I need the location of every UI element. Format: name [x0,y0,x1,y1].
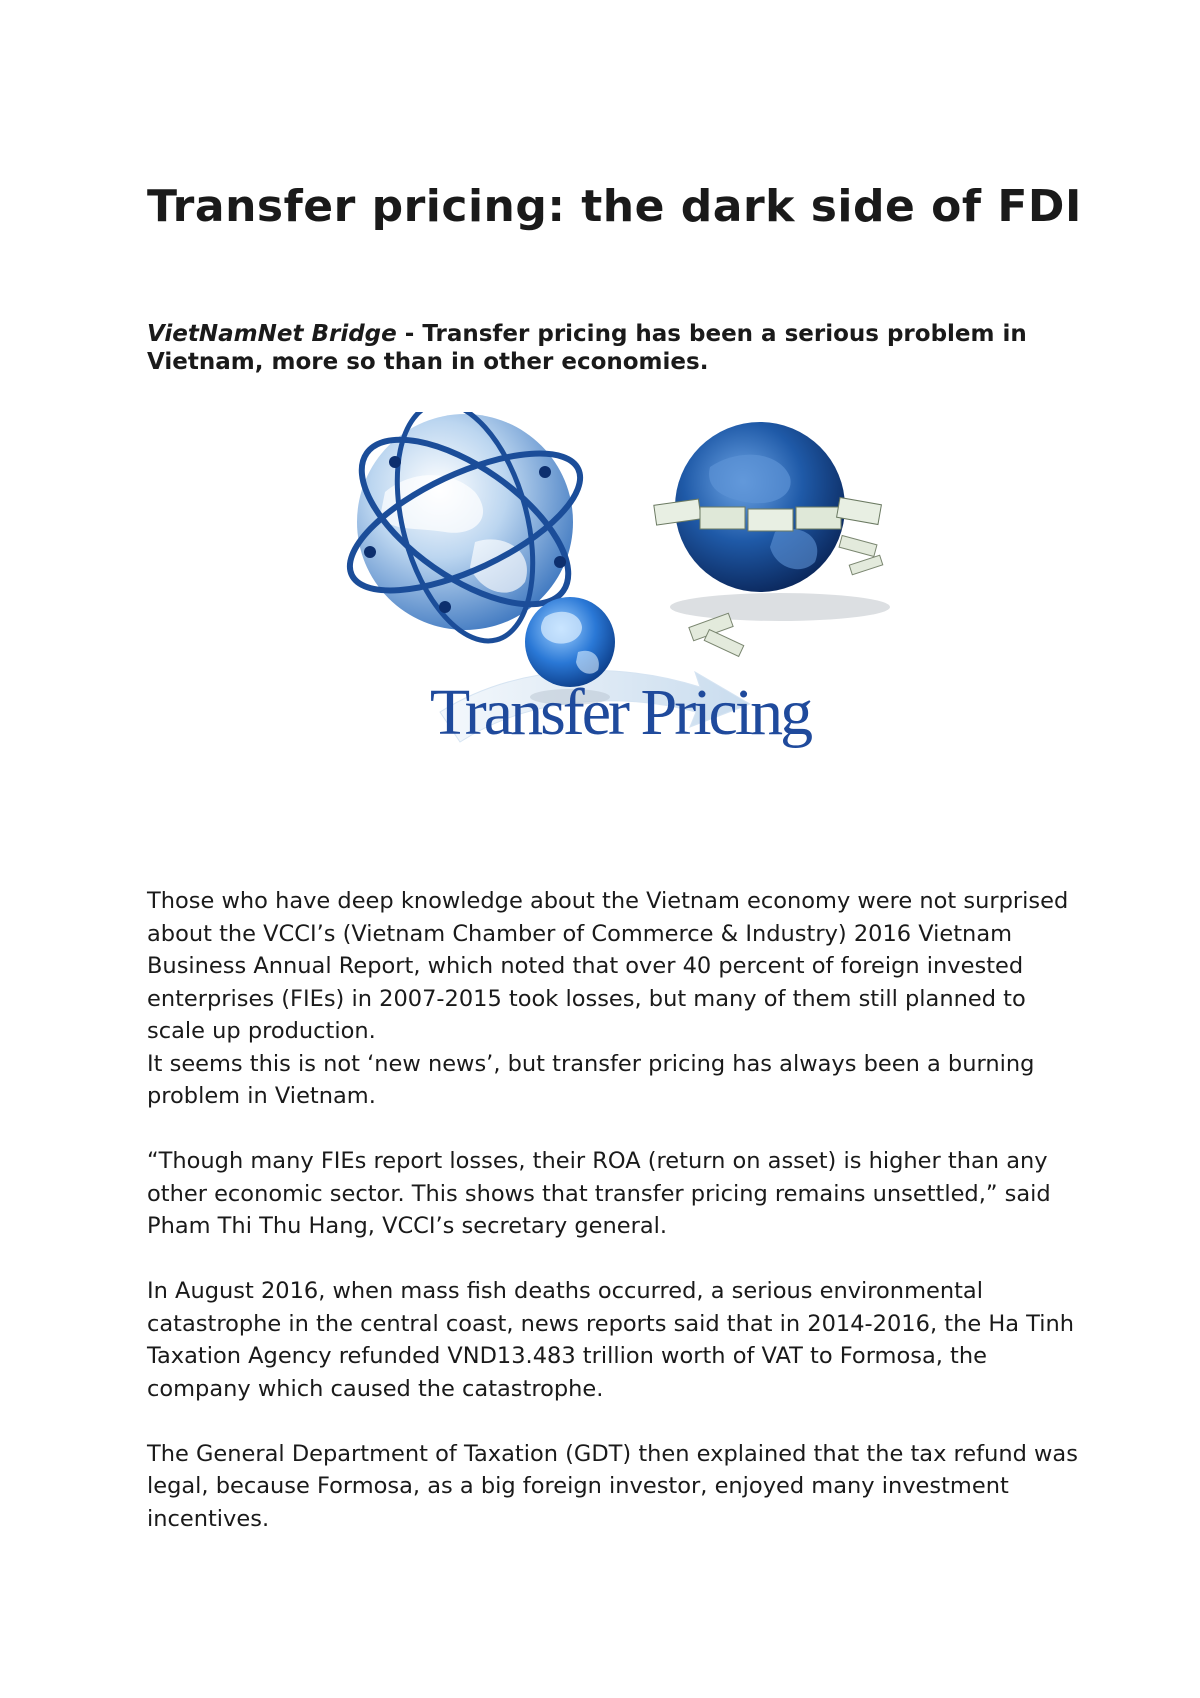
article-lead [147,320,1087,376]
article-body [147,885,1087,1535]
lead-separator: - [396,321,423,347]
paragraph: The General Department of Taxation (GDT) then explained that the tax refund was legal, because Formosa, as a big foreign investor, enjoyed many investment incentives. [147,1440,1078,1532]
paragraph: Those who have deep knowledge about the Vietnam economy were not surprised about the VCCI’s (Vietnam Chamber of Commerce & Industry) 2016 Vietnam Business Annual Report, which noted that over 40 percent of foreign invested enterprises (FIEs) in 2007-2015 took losses, but many of them still planned to scale up production. [147,888,1069,1044]
figure-caption: Transfer Pricing [429,676,811,749]
transfer-pricing-figure [320,412,920,812]
paragraph: It seems this is not ‘new news’, but transfer pricing has always been a burning problem in Vietnam. [147,1050,1035,1109]
lead-text: Transfer pricing has been a serious problem in Vietnam, more so than in other economies. [147,321,1027,375]
lead-source: VietNamNet Bridge [147,321,397,347]
article-title: Transfer pricing: the dark side of FDI [147,181,1082,232]
paragraph: In August 2016, when mass fish deaths occurred, a serious environmental catastrophe in the central coast, news reports said that in 2014-2016, the Ha Tinh Taxation Agency refunded VND13.483 trillion worth of VAT to Formosa, the company which caused the catastrophe. [147,1278,1075,1402]
paragraph: “Though many FIEs report losses, their ROA (return on asset) is higher than any other economic sector. This shows that transfer pricing remains unsettled,” said Pham Thi Thu Hang, VCCI’s secretary general. [147,1148,1051,1239]
transfer-pricing-illustration [320,412,920,812]
money-globe [654,422,890,621]
